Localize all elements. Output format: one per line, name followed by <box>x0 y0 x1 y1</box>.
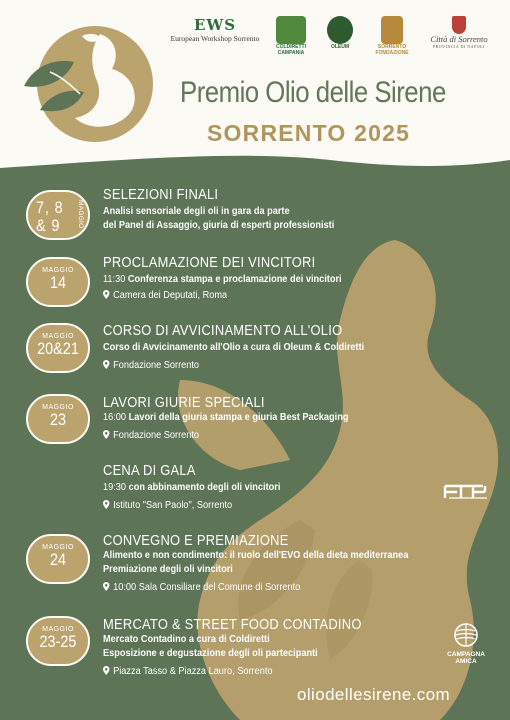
event-title: CORSO DI AVVICINAMENTO ALL'OLIO <box>103 322 343 339</box>
location-pin-icon <box>103 360 109 369</box>
date-badge <box>26 257 90 307</box>
event-title: SELEZIONI FINALI <box>103 186 219 203</box>
fondazione-sorrento-icon <box>381 16 403 44</box>
date-badge <box>26 394 90 444</box>
oleum-icon <box>327 16 353 44</box>
date-badge-month: MAGGIO <box>42 404 74 411</box>
page-title: Premio Olio delle Sirene <box>180 76 446 109</box>
event-description: Conferenza stampa e proclamazione dei vincitori <box>127 274 342 285</box>
location-pin-icon <box>103 666 109 675</box>
citta-di-sorrento-subtext: PROVINCIA DI NAPOLI <box>433 44 485 49</box>
ptp-logo-icon <box>443 482 489 502</box>
date-badge-day: 23 <box>49 410 67 429</box>
date-badge-day: 24 <box>49 550 67 569</box>
date-badge-month: MAGGIO <box>42 626 74 633</box>
campagna-amica-logo <box>436 622 496 666</box>
event-description: Lavori della giuria stampa e giuria Best Packaging <box>128 412 349 423</box>
location-pin-icon <box>103 430 109 439</box>
event-title: PROCLAMAZIONE DEI VINCITORI <box>103 254 316 271</box>
date-badge-month: MAGGIO <box>42 333 74 340</box>
event-description: Alimento e non condimento: il ruolo dell'EVO della dieta mediterranea <box>103 550 409 561</box>
website-link[interactable]: oliodellesirene.com <box>297 685 451 704</box>
event-title: CENA DI GALA <box>103 462 196 479</box>
event-title: LAVORI GIURIE SPECIALI <box>103 394 265 411</box>
event-location: Piazza Tasso & Piazza Lauro, Sorrento <box>113 666 273 677</box>
event-location: Fondazione Sorrento <box>113 360 200 371</box>
date-badge-month: MAGGIO <box>42 544 74 551</box>
event-description: Corso di Avvicinamento all'Olio a cura di Oleum & Coldiretti <box>103 342 365 353</box>
citta-di-sorrento-text: Città di Sorrento <box>430 34 488 44</box>
citta-di-sorrento-logo <box>418 16 500 49</box>
event-description-2: Esposizione e degustazione degli oli partecipanti <box>103 648 318 659</box>
date-badge <box>26 323 90 373</box>
event-description: Analisi sensoriale degli oli in gara da parte <box>103 206 290 217</box>
event-description-2: Premiazione degli oli vincitori <box>103 564 233 575</box>
location-pin-icon <box>103 500 109 509</box>
date-badge-days: 7, 8 <box>36 198 64 217</box>
sorrento-crest-icon <box>452 16 466 34</box>
ews-logo-subtext: European Workshop Sorrento <box>170 34 260 43</box>
date-badge-day: 14 <box>49 273 67 292</box>
event-time: 19:30 <box>103 482 127 493</box>
date-badge <box>26 616 90 666</box>
date-badge <box>26 190 90 240</box>
date-badge-days-2: & 9 <box>36 216 61 235</box>
event-time: 11:30 <box>103 274 126 285</box>
coldiretti-caption: COLDIRETTI CAMPANIA <box>276 44 306 56</box>
event-title: MERCATO & STREET FOOD CONTADINO <box>103 616 362 633</box>
date-badge <box>26 534 90 584</box>
date-badge-day: 23-25 <box>39 632 77 651</box>
siren-logo-icon <box>20 14 170 144</box>
event-time: 16:00 <box>103 412 127 423</box>
page-subtitle: SORRENTO 2025 <box>207 120 411 146</box>
oleum-caption: OLEUM <box>330 44 350 50</box>
date-badge-day: 20&21 <box>37 339 79 358</box>
coldiretti-logo <box>272 16 310 56</box>
campagna-amica-text: CAMPAGNA AMICA <box>447 651 485 665</box>
event-location: 10:00 Sala Consiliare del Comune di Sorrento <box>113 582 301 593</box>
coldiretti-icon <box>276 16 306 44</box>
event-title: CONVEGNO E PREMIAZIONE <box>103 532 289 549</box>
event-location: Camera dei Deputati, Roma <box>113 290 228 301</box>
sponsor-logos <box>160 16 500 60</box>
ews-logo-text: EWS <box>193 16 237 34</box>
campagna-amica-icon <box>452 622 480 648</box>
event-description: con abbinamento degli oli vincitori <box>128 482 281 493</box>
date-badge-month: MAGGIO <box>77 200 84 229</box>
event-description-2: del Panel di Assaggio, giuria di esperti professionisti <box>103 220 335 231</box>
fondazione-sorrento-logo <box>372 16 412 56</box>
event-description: Mercato Contadino a cura di Coldiretti <box>103 634 270 645</box>
location-pin-icon <box>103 582 109 591</box>
location-pin-icon <box>103 290 109 299</box>
date-badge-month: MAGGIO <box>42 267 74 274</box>
event-location: Istituto "San Paolo", Sorrento <box>113 500 233 511</box>
event-location: Fondazione Sorrento <box>113 430 200 441</box>
oleum-logo <box>320 16 360 50</box>
fondazione-sorrento-caption: SORRENTO FONDAZIONE <box>375 44 409 56</box>
ews-logo <box>160 16 270 43</box>
